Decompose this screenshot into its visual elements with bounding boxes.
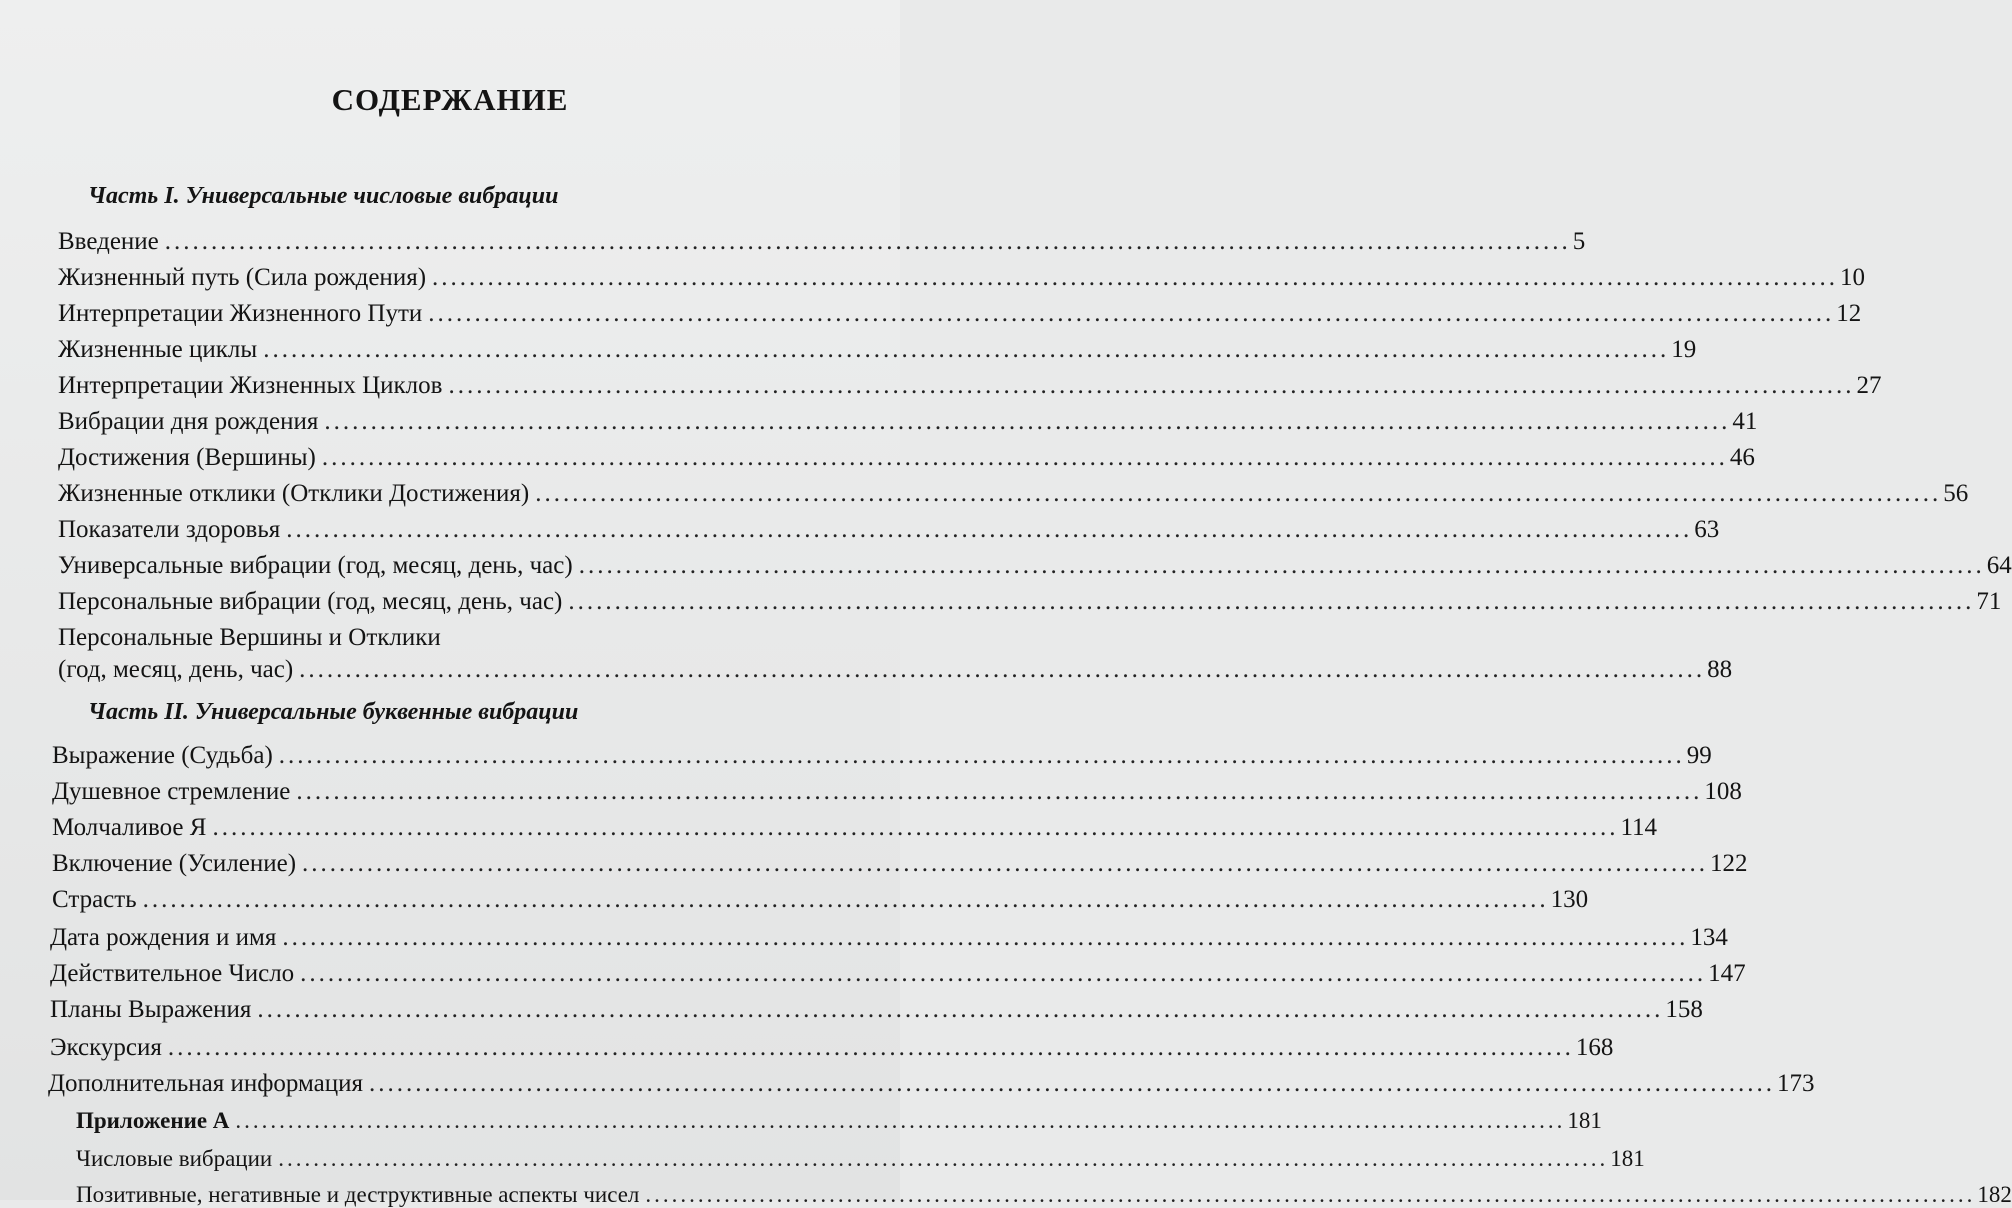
leader-dots: ........................................................................................................................................................ <box>428 300 1835 327</box>
toc-entry-label: Жизненные циклы <box>58 336 258 363</box>
toc-entry-label: Интерпретации Жизненных Циклов <box>58 372 443 399</box>
leader-dots: ........................................................................................................................................................ <box>432 264 1839 291</box>
toc-entry-page: 181 <box>1567 1108 1602 1133</box>
toc-entry-label: Позитивные, негативные и деструктивные аспекты чисел <box>76 1182 640 1207</box>
leader-dots: ........................................................................................................................................................ <box>296 778 1703 805</box>
leader-dots: ........................................................................................................................................................ <box>257 996 1664 1023</box>
toc-entry <box>58 480 1969 508</box>
leader-dots: ........................................................................................................................................................ <box>282 924 1689 951</box>
leader-dots: ........................................................................................................................................................ <box>448 372 1855 399</box>
leader-dots: ........................................................................................................................................................ <box>568 588 1975 615</box>
toc-entry <box>52 778 1742 806</box>
toc-entry <box>48 1070 1815 1098</box>
toc-entry-label: Выражение (Судьба) <box>52 742 273 769</box>
toc-entry-label: Персональные вибрации (год, месяц, день, час) <box>58 588 563 615</box>
toc-entry-page: 114 <box>1620 814 1658 841</box>
toc-entry-page: 5 <box>1572 228 1586 255</box>
part-1-heading: Часть I. Универсальные числовые вибрации <box>88 183 559 209</box>
toc-entry <box>58 444 1755 472</box>
toc-entry-page: 108 <box>1704 778 1742 805</box>
toc-entry-page: 19 <box>1671 336 1697 363</box>
leader-dots: ........................................................................................................................................................ <box>278 742 1685 769</box>
toc-entry-page: 181 <box>1610 1146 1645 1171</box>
toc-entry <box>76 1182 2012 1208</box>
leader-dots: ........................................................................................................................................................ <box>235 1108 1566 1133</box>
leader-dots: ........................................................................................................................................................ <box>321 444 1728 471</box>
toc-entry-label: Введение <box>58 228 159 255</box>
toc-entry-page: 56 <box>1943 480 1969 507</box>
toc-entry-label: Страсть <box>52 886 137 913</box>
toc-entry <box>58 588 2002 616</box>
toc-entry-label: Вибрации дня рождения <box>58 408 319 435</box>
toc-entry <box>76 1146 1645 1172</box>
leader-dots: ........................................................................................................................................................ <box>167 1034 1574 1061</box>
toc-entry-label: Дата рождения и имя <box>50 924 277 951</box>
toc-entry-page: 27 <box>1856 372 1882 399</box>
toc-entry <box>50 1034 1614 1062</box>
leader-dots: ........................................................................................................................................................ <box>302 850 1709 877</box>
toc-entry <box>58 300 1862 328</box>
toc-entry <box>58 516 1720 544</box>
leader-dots: ........................................................................................................................................................ <box>535 480 1942 507</box>
toc-entry-page: 134 <box>1690 924 1728 951</box>
leader-dots: ........................................................................................................................................................ <box>263 336 1670 363</box>
leader-dots: ........................................................................................................................................................ <box>300 960 1707 987</box>
toc-entry-page: 122 <box>1710 850 1748 877</box>
leader-dots: ........................................................................................................................................................ <box>645 1182 1976 1207</box>
toc-entry-label: Жизненные отклики (Отклики Достижения) <box>58 480 530 507</box>
toc-entry-label: Жизненный путь (Сила рождения) <box>58 264 427 291</box>
leader-dots: ........................................................................................................................................................ <box>324 408 1731 435</box>
toc-entry-label: Молчаливое Я <box>52 814 207 841</box>
part-2-heading: Часть II. Универсальные буквенные вибрации <box>88 699 579 725</box>
toc-entry-page: 63 <box>1694 516 1720 543</box>
leader-dots: ........................................................................................................................................................ <box>578 552 1985 579</box>
toc-entry-label: Интерпретации Жизненного Пути <box>58 300 423 327</box>
toc-entry-page: 71 <box>1976 588 2002 615</box>
toc-entry-label: Показатели здоровья <box>58 516 281 543</box>
toc-entry <box>58 372 1882 400</box>
leader-dots: ........................................................................................................................................................ <box>369 1070 1776 1097</box>
toc-entry-label: Числовые вибрации <box>76 1146 273 1171</box>
toc-entry <box>58 656 1733 684</box>
toc-entry-page: 173 <box>1777 1070 1815 1097</box>
leader-dots: ........................................................................................................................................................ <box>278 1146 1609 1171</box>
toc-entry-page: 41 <box>1732 408 1758 435</box>
toc-entry <box>58 336 1697 364</box>
toc-entry-page: 88 <box>1707 656 1733 683</box>
leader-dots: ........................................................................................................................................................ <box>164 228 1571 255</box>
toc-entry-page: 64 <box>1986 552 2012 579</box>
toc-entry-page: 10 <box>1840 264 1866 291</box>
toc-entry <box>52 850 1748 878</box>
toc-entry-page: 147 <box>1708 960 1746 987</box>
toc-entry-page: 99 <box>1686 742 1712 769</box>
toc-entry <box>58 408 1758 436</box>
toc-entry <box>58 228 1586 256</box>
toc-entry-label: Душевное стремление <box>52 778 291 805</box>
toc-entry-page: 46 <box>1729 444 1755 471</box>
toc-entry-label: Экскурсия <box>50 1034 162 1061</box>
toc-entry <box>58 264 1866 292</box>
leader-dots: ........................................................................................................................................................ <box>299 656 1706 683</box>
toc-entry-label-line1: Персональные Вершины и Отклики <box>58 624 441 651</box>
toc-entry-label: Планы Выражения <box>50 996 252 1023</box>
toc-entry-page: 158 <box>1665 996 1703 1023</box>
leader-dots: ........................................................................................................................................................ <box>142 886 1549 913</box>
toc-entry <box>52 886 1589 914</box>
toc-entry <box>50 960 1746 988</box>
leader-dots: ........................................................................................................................................................ <box>212 814 1619 841</box>
toc-entry-label: Включение (Усиление) <box>52 850 297 877</box>
toc-entry-appendix <box>76 1108 1602 1134</box>
toc-entry <box>50 924 1728 952</box>
toc-entry-label-line2: (год, месяц, день, час) <box>58 656 294 683</box>
toc-entry-label: Универсальные вибрации (год, месяц, день, час) <box>58 552 573 579</box>
toc-entry-page: 182 <box>1977 1182 2012 1207</box>
toc-entry-page: 130 <box>1550 886 1589 913</box>
toc-entry-label: Приложение А <box>76 1108 230 1133</box>
page-title: СОДЕРЖАНИЕ <box>331 82 569 117</box>
toc-entry-label: Достижения (Вершины) <box>58 444 316 471</box>
toc-entry-page: 12 <box>1836 300 1862 327</box>
toc-entry-page: 168 <box>1575 1034 1614 1061</box>
toc-entry <box>52 742 1712 770</box>
leader-dots: ........................................................................................................................................................ <box>286 516 1693 543</box>
toc-entry <box>58 552 2012 580</box>
toc-entry-label: Дополнительная информация <box>48 1070 364 1097</box>
toc-entry-label: Действительное Число <box>50 960 295 987</box>
toc-entry <box>52 814 1658 842</box>
toc-entry <box>50 996 1703 1024</box>
